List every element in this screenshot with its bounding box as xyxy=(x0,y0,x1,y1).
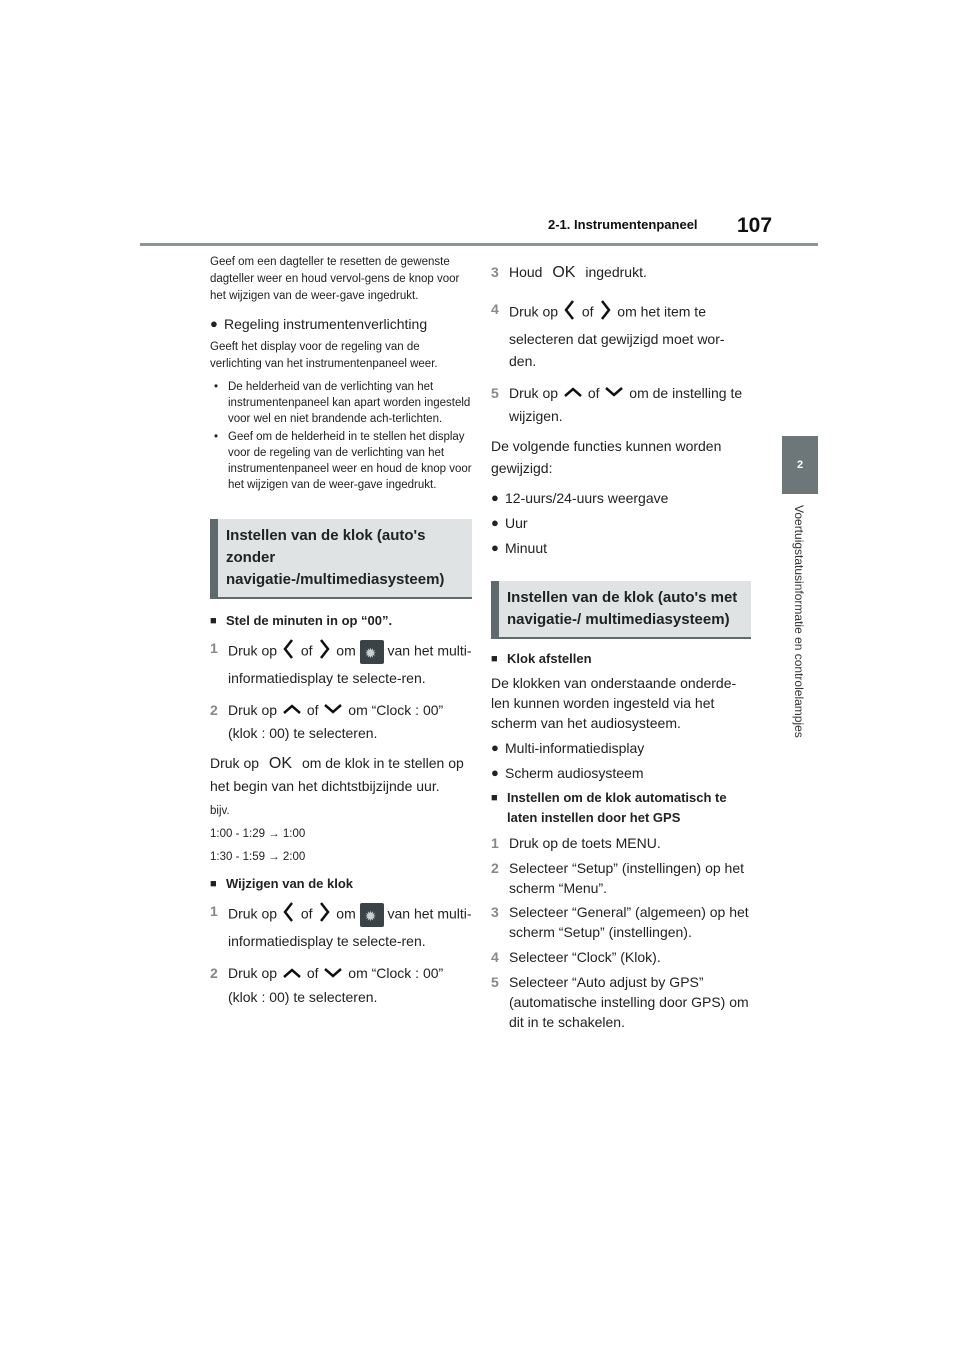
ok-icon: OK xyxy=(552,264,576,281)
bullet-item: ● Uur xyxy=(491,515,528,532)
chapter-title: Voertuigstatusinformatie en controlelampjes xyxy=(792,505,806,738)
chevron-right-icon xyxy=(316,637,332,667)
chevron-up-icon xyxy=(281,964,303,986)
step: 4 Druk op of om het item te selecteren dat gewijzigd moet wor-den. xyxy=(491,298,751,372)
chevron-up-icon xyxy=(562,383,584,405)
paragraph: De klokken van onderstaande onderde-len kunnen worden ingesteld via het scherm van het audiosysteem. xyxy=(491,675,737,732)
chevron-right-icon xyxy=(597,298,613,328)
intro-text: Geef om een dagteller te resetten de gewenste dagteller weer en houd vervol-gens de knop voor het wijzigen van de weer-gave ingedrukt. xyxy=(210,256,460,302)
step: 2 Selecteer “Setup” (instellingen) op het scherm “Menu”. xyxy=(491,860,745,897)
step: 1 Druk op of om ✹ van het multi-informatiedisplay te selecte-ren. xyxy=(210,637,472,689)
section-box: Instellen van de klok (auto's zonder navigatie-/multimediasysteem) xyxy=(210,519,472,599)
example-line: 1:30 - 1:59 → 2:00 xyxy=(210,851,306,864)
header-divider xyxy=(140,243,818,246)
gear-icon xyxy=(360,903,384,927)
step: 1 Druk op de toets MENU. xyxy=(491,835,661,852)
step: 5 Druk op of om de instelling te wijzigen. xyxy=(491,385,743,425)
paragraph: De volgende functies kunnen worden gewijzigd: xyxy=(491,438,722,477)
subheading: ■ Wijzigen van de klok xyxy=(210,876,354,892)
gear-icon xyxy=(360,640,384,664)
subheading: ■ Klok afstellen xyxy=(491,651,592,667)
example-line: 1:00 - 1:29 → 1:00 xyxy=(210,828,306,841)
chevron-left-icon xyxy=(281,900,297,930)
step: 4 Selecteer “Clock” (Klok). xyxy=(491,949,661,966)
chevron-down-icon xyxy=(322,964,344,986)
step: 1 Druk op of om ✹ van het multi-informatiedisplay te selecte-ren. xyxy=(210,900,472,952)
sub-bullet: • De helderheid van de verlichting van het instrumentenpaneel kan apart worden ingesteld voor wel en niet brandende ach-terlichten. xyxy=(214,381,471,425)
example-label: bijv. xyxy=(210,805,230,818)
subheading: ■ Stel de minuten in op “00”. xyxy=(210,613,393,628)
sub-bullet: • Geef om de helderheid in te stellen het display voor de regeling van de verlichting van het instrumentenpaneel weer en houd de knop voor het wijzigen van de weer-gave ingedrukt. xyxy=(214,431,472,491)
step: 2 Druk op of om “Clock : 00” (klok : 00) te selecteren. xyxy=(210,702,444,742)
paragraph: Geeft het display voor de regeling van de verlichting van het instrumentenpaneel weer. xyxy=(210,341,438,370)
right-column xyxy=(491,261,751,1032)
left-column xyxy=(210,254,472,1008)
ok-icon: OK xyxy=(268,755,293,773)
chevron-up-icon xyxy=(281,700,303,722)
chevron-down-icon xyxy=(603,383,625,405)
step: 3 Houd OK ingedrukt. xyxy=(491,264,647,281)
chevron-down-icon xyxy=(322,700,344,722)
step: 5 Selecteer “Auto adjust by GPS” (automatische instelling door GPS) om dit in te schakelen. xyxy=(491,974,749,1031)
step: 3 Selecteer “General” (algemeen) op het scherm “Setup” (instellingen). xyxy=(491,904,749,941)
bullet-item: ● Minuut xyxy=(491,540,548,557)
section-title: 2-1. Instrumentenpaneel xyxy=(548,217,698,232)
paragraph: Druk op OK om de klok in te stellen op het begin van het dichtstbijzijnde uur. xyxy=(210,755,464,795)
chevron-right-icon xyxy=(316,900,332,930)
chapter-tab: 2 xyxy=(782,436,818,494)
bullet-item: ● Scherm audiosysteem xyxy=(491,765,644,782)
bullet-item: ● Multi-informatiedisplay xyxy=(491,740,645,757)
page-number: 107 xyxy=(737,214,773,237)
subheading: ■ Instellen om de klok automatisch te laten instellen door het GPS xyxy=(491,790,727,826)
bullet-item: ● Regeling instrumentenverlichting xyxy=(210,316,428,332)
bullet-item: ● 12-uurs/24-uurs weergave xyxy=(491,490,669,507)
chevron-left-icon xyxy=(281,637,297,667)
step: 2 Druk op of om “Clock : 00” (klok : 00) te selecteren. xyxy=(210,965,444,1005)
section-box: Instellen van de klok (auto's met navigatie-/ multimediasysteem) xyxy=(491,581,751,639)
chevron-left-icon xyxy=(562,298,578,328)
